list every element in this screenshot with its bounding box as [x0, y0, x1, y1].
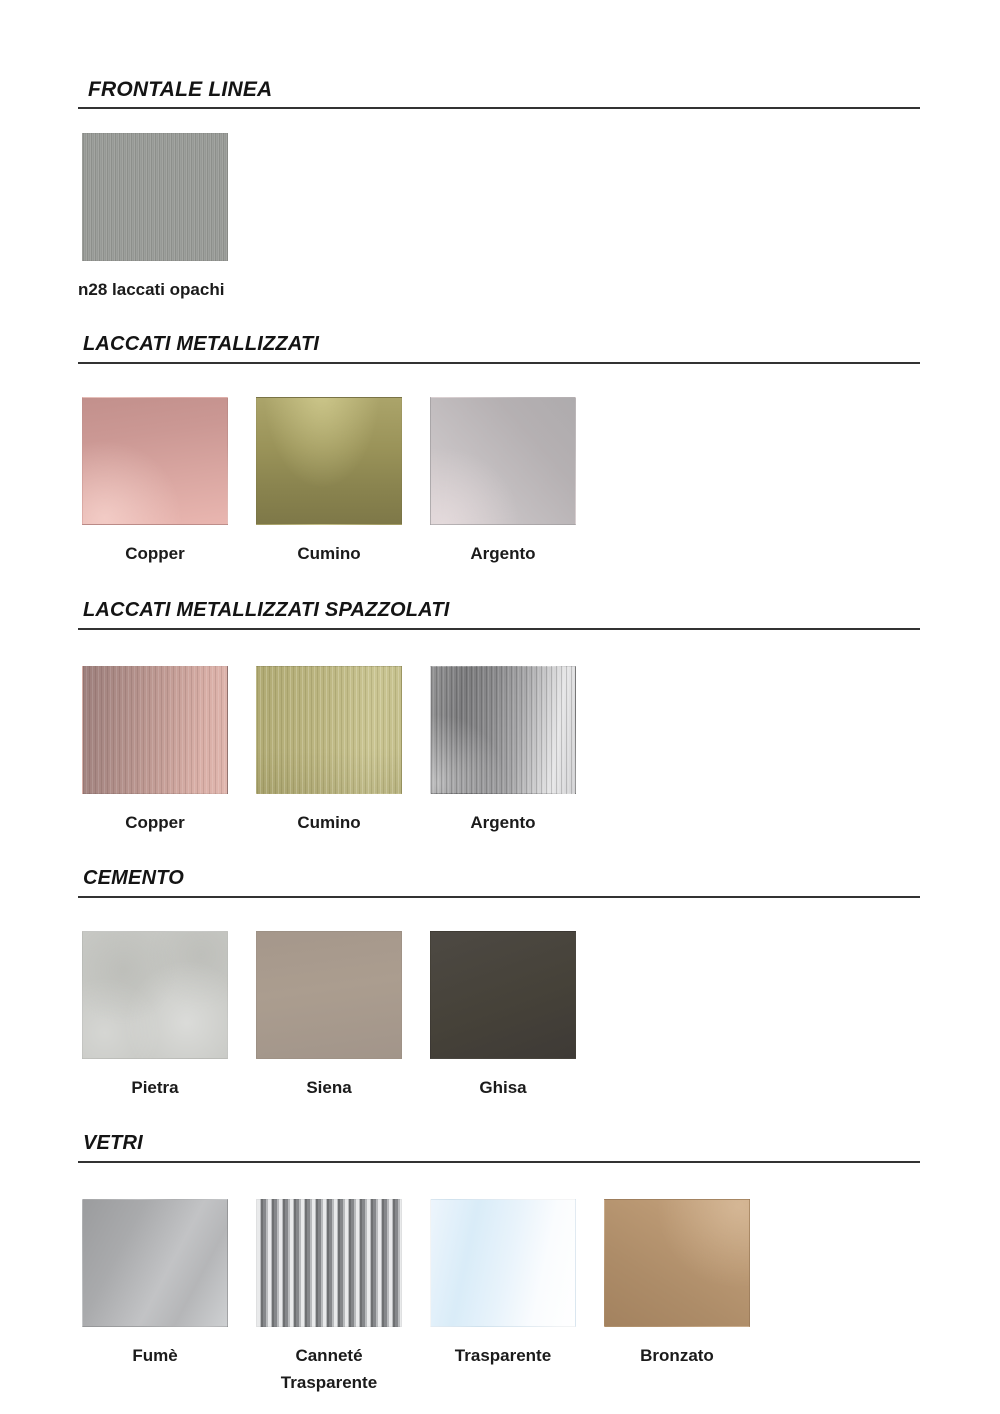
swatch-copper: [82, 397, 228, 525]
swatch-cell: [78, 133, 228, 303]
section-title-frontale-linea: FRONTALE LINEA: [78, 78, 920, 109]
swatch-cell: [430, 666, 576, 836]
swatch-label: Pietra: [131, 1078, 179, 1098]
section-frontale-linea: [78, 78, 920, 303]
section-title-laccati-metallizzati-spazzolati: LACCATI METALLIZZATI SPAZZOLATI: [78, 599, 920, 630]
swatch-ghisa: [430, 931, 576, 1059]
section-title-vetri: VETRI: [78, 1132, 920, 1163]
swatch-cell: [604, 1199, 750, 1396]
swatch-label: n28 laccati opachi: [78, 280, 225, 299]
swatch-cell: [256, 1199, 402, 1396]
swatch-label: Cumino: [297, 812, 361, 832]
swatch-cell: [82, 931, 228, 1101]
swatch-cell: [82, 1199, 228, 1396]
swatch-row-frontale: [78, 133, 920, 303]
swatch-trasparente: [430, 1199, 576, 1327]
swatch-cell: [256, 931, 402, 1101]
swatch-row-laccati: [78, 397, 920, 567]
section-title-cemento: CEMENTO: [78, 867, 920, 898]
swatch-label: Argento: [470, 812, 536, 832]
swatch-cell: [430, 931, 576, 1101]
swatch-row-spazzolati: [78, 666, 920, 836]
swatch-label: Cumino: [297, 544, 361, 564]
swatch-pietra: [82, 931, 228, 1059]
swatch-label: Copper: [125, 544, 185, 564]
swatch-row-vetri: [78, 1199, 920, 1396]
swatch-label: Ghisa: [479, 1078, 527, 1098]
swatch-cell: [430, 1199, 576, 1396]
swatch-label: Copper: [125, 812, 185, 832]
section-laccati-metallizzati: [78, 333, 920, 567]
swatch-label: Argento: [470, 544, 536, 564]
swatch-argento-spazzolato: [430, 666, 576, 794]
swatch-label: Siena: [306, 1078, 352, 1098]
swatch-cell: [256, 666, 402, 836]
swatch-copper-spazzolato: [82, 666, 228, 794]
swatch-label: Trasparente: [454, 1346, 552, 1366]
swatch-cannete-trasparente: [256, 1199, 402, 1327]
swatch-label: Canneté Trasparente: [280, 1346, 378, 1392]
swatch-cell: [82, 666, 228, 836]
swatch-label: Bronzato: [640, 1346, 714, 1366]
swatch-label: Fumè: [132, 1346, 178, 1366]
swatch-cell: [256, 397, 402, 567]
swatch-cell: [430, 397, 576, 567]
swatch-siena: [256, 931, 402, 1059]
section-cemento: [78, 867, 920, 1101]
section-vetri: [78, 1132, 920, 1396]
swatch-cumino-spazzolato: [256, 666, 402, 794]
swatch-cumino: [256, 397, 402, 525]
swatch-bronzato: [604, 1199, 750, 1327]
section-laccati-metallizzati-spazzolati: [78, 599, 920, 836]
swatch-fume: [82, 1199, 228, 1327]
section-title-laccati-metallizzati: LACCATI METALLIZZATI: [78, 333, 920, 364]
swatch-cell: [82, 397, 228, 567]
swatch-row-cemento: [78, 931, 920, 1101]
swatch-n28-laccati-opachi: [82, 133, 228, 261]
swatch-argento: [430, 397, 576, 525]
